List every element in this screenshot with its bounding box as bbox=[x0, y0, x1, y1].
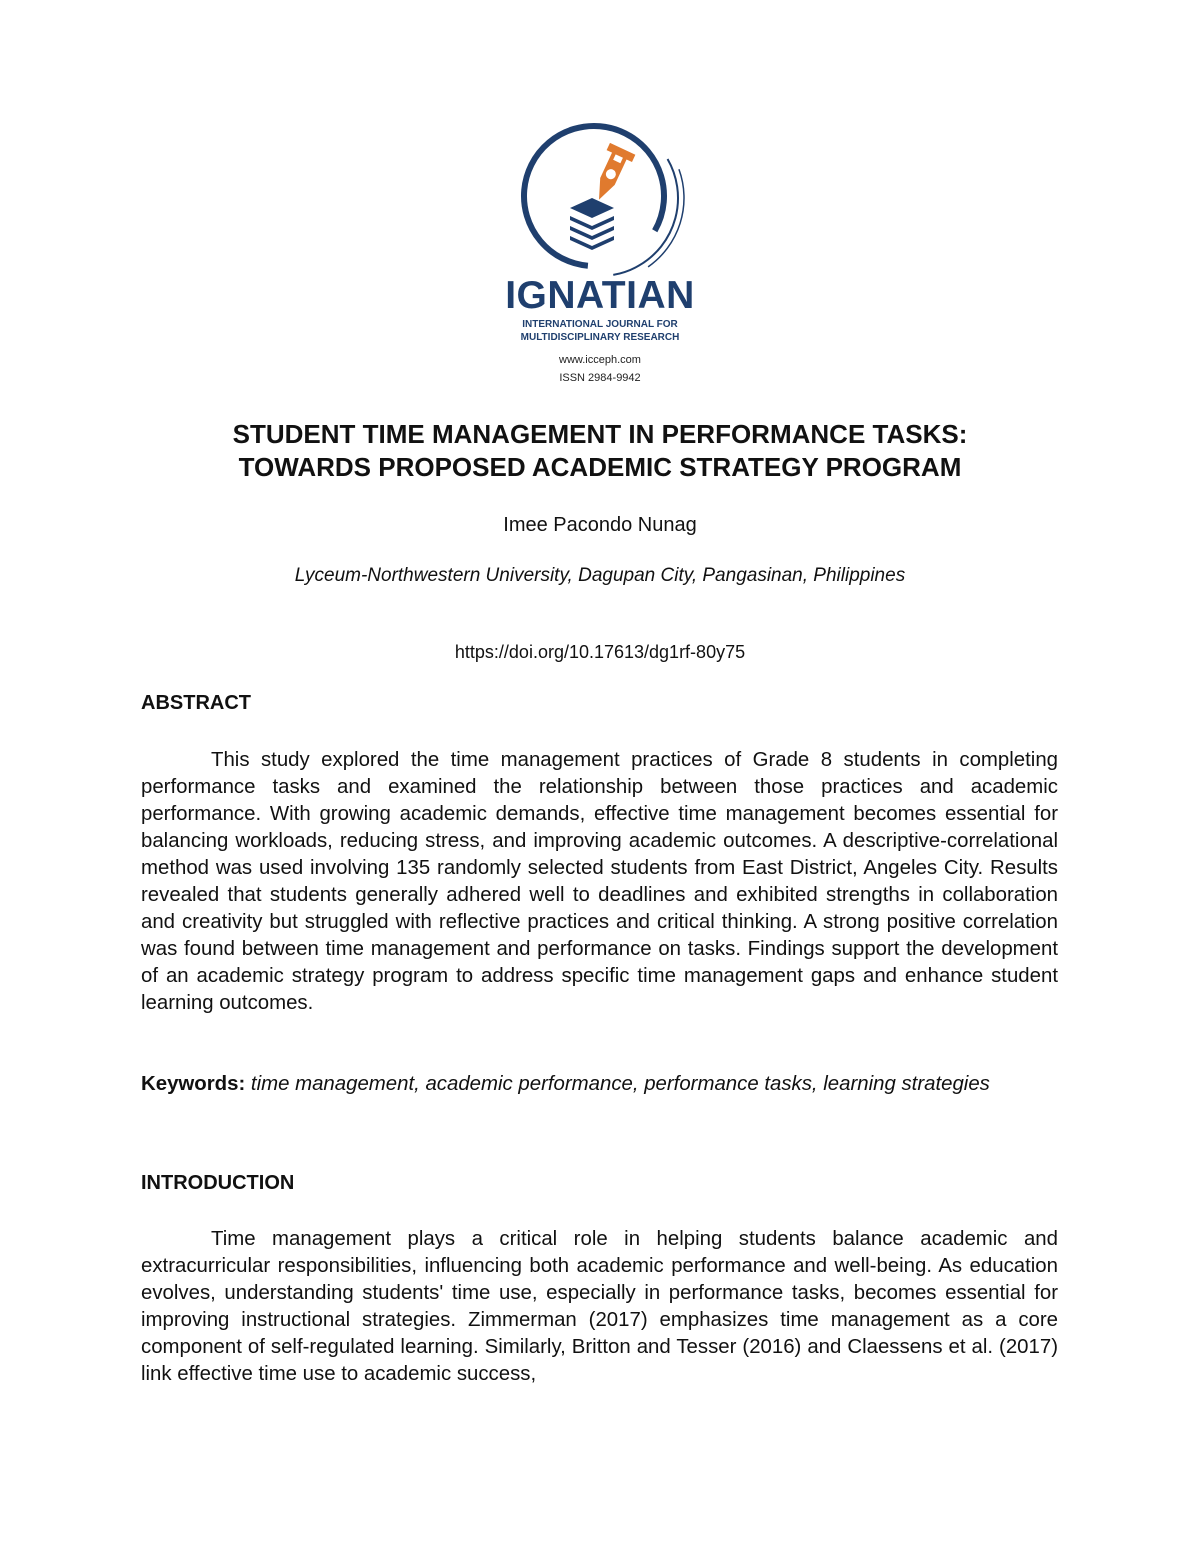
logo-wordmark: IGNATIAN bbox=[505, 274, 695, 317]
introduction-heading: INTRODUCTION bbox=[141, 1172, 295, 1194]
logo-website: www.icceph.com bbox=[559, 354, 641, 366]
title-line-1: STUDENT TIME MANAGEMENT IN PERFORMANCE TASKS: bbox=[232, 419, 968, 449]
logo-issn: ISSN 2984-9942 bbox=[559, 372, 641, 384]
keywords-list: time management, academic performance, performance tasks, learning strategies bbox=[250, 1073, 990, 1095]
author-name: Imee Pacondo Nunag bbox=[503, 514, 697, 536]
doi-link[interactable]: https://doi.org/10.17613/dg1rf-80y75 bbox=[454, 642, 746, 662]
introduction-text: Time management plays a critical role in helping students balance academic and extracurricular responsibilities, influencing both academic performance and well-being. As education evolves, understanding students' time use, especially in performance tasks, becomes essential for improving instructional strategies. Zimmerman (2017) emphasizes time management as a core component of self-regulated learning. Similarly, Britton and Tesser (2016) and Claessens et al. (2017) link effective time use to academic success, bbox=[141, 1228, 1058, 1385]
keywords-label: Keywords: bbox=[141, 1073, 246, 1095]
doi bbox=[0, 642, 1200, 663]
logo-subtitle-line1: INTERNATIONAL JOURNAL FOR bbox=[522, 319, 678, 330]
author-affiliation: Lyceum-Northwestern University, Dagupan City, Pangasinan, Philippines bbox=[294, 565, 906, 586]
paper-title bbox=[100, 418, 1100, 484]
journal-logo bbox=[500, 116, 700, 392]
abstract-heading: ABSTRACT bbox=[141, 692, 251, 714]
title-line-2: TOWARDS PROPOSED ACADEMIC STRATEGY PROGRAM bbox=[238, 452, 962, 482]
abstract-text: This study explored the time management practices of Grade 8 students in completing performance tasks and examined the relationship between those practices and academic performance. With growing academic demands, effective time management becomes essential for balancing workloads, reducing stress, and improving academic outcomes. A descriptive-correlational method was used involving 135 randomly selected students from East District, Angeles City. Results revealed that students generally adhered well to deadlines and exhibited strengths in collaboration and creativity but struggled with reflective practices and critical thinking. A strong positive correlation was found between time management and performance on tasks. Findings support the development of an academic strategy program to address specific time management gaps and enhance student learning outcomes. bbox=[141, 749, 1058, 1014]
logo-subtitle-line2: MULTIDISCIPLINARY RESEARCH bbox=[520, 332, 680, 343]
logo-emblem-icon bbox=[500, 116, 700, 276]
keywords bbox=[141, 1071, 1058, 1098]
